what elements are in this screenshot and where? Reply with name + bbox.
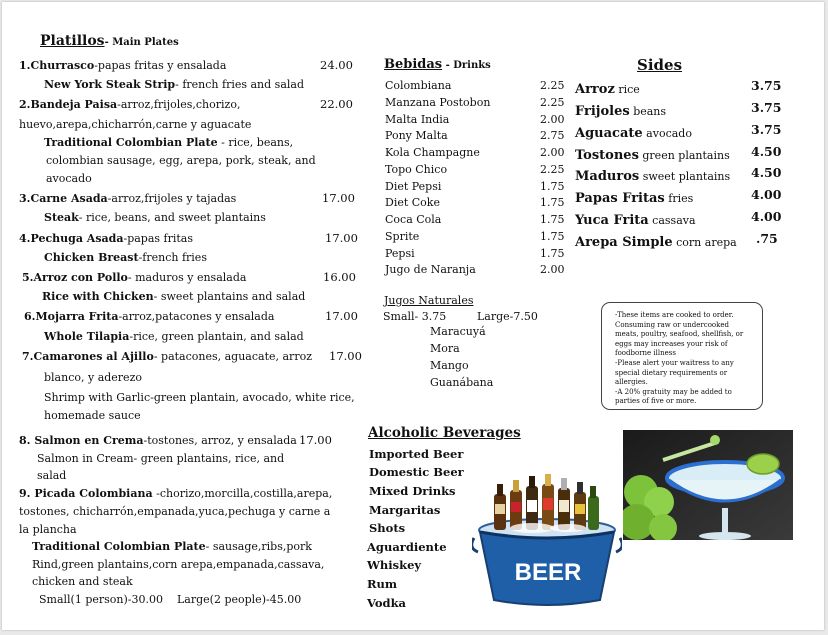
side-english: avocado <box>642 127 692 140</box>
drink-price: 2.75 <box>540 129 565 143</box>
item-english: New York Steak Strip- french fries and salad <box>44 78 305 91</box>
juice-small-price: Small- 3.75 <box>383 310 447 323</box>
alcohol-item: Mixed Drinks <box>369 484 456 498</box>
list-item: 1.Churrasco-papas fritas y ensalada <box>19 59 227 72</box>
side-price: 3.75 <box>751 100 782 115</box>
side-item <box>575 165 730 184</box>
side-english: corn arepa <box>672 236 737 249</box>
side-name: Yuca Frita <box>575 213 649 228</box>
juice-large-price: Large-7.50 <box>477 310 538 323</box>
side-name: Papas Fritas <box>575 191 665 206</box>
margarita-photo <box>623 430 793 540</box>
list-item: 7.Camarones al Ajillo- patacones, aguacate, arroz <box>22 350 312 363</box>
drink-name: Pepsi <box>385 246 415 260</box>
item-desc: la plancha <box>19 523 77 536</box>
item-english: salad <box>37 469 67 482</box>
item-english: Steak- rice, beans, and sweet plantains <box>44 211 266 224</box>
beer-bucket-image <box>472 472 622 607</box>
drink-price: 2.25 <box>540 79 565 92</box>
list-item: 3.Carne Asada-arroz,frijoles y tajadas <box>19 192 237 205</box>
item-desc: tostones, chicharrón,empanada,yuca,pechuga y carne a <box>19 505 331 518</box>
side-price: 3.75 <box>751 122 782 137</box>
side-name: Arepa Simple <box>575 235 673 250</box>
drink-price: 1.75 <box>540 246 565 260</box>
juice-flavor: Mango <box>430 359 469 372</box>
menu-page <box>2 2 824 630</box>
item-english: Shrimp with Garlic-green plantain, avocado, white rice, <box>44 391 355 404</box>
drink-name: Diet Pepsi <box>385 179 442 193</box>
list-item: 4.Pechuga Asada-papas fritas <box>19 232 194 245</box>
item-price: 17.00 <box>325 231 358 245</box>
side-name: Arroz <box>575 82 615 97</box>
drink-price: 2.00 <box>540 112 565 126</box>
side-price: 4.50 <box>751 144 782 159</box>
side-english: green plantains <box>638 149 730 162</box>
item-price: 22.00 <box>320 97 353 111</box>
list-item: 6.Mojarra Frita-arroz,patacones y ensalada <box>24 310 275 323</box>
drink-price: 2.25 <box>540 95 565 109</box>
list-item: 2.Bandeja Paisa-arroz,frijoles,chorizo, <box>19 98 241 111</box>
side-item <box>575 187 693 206</box>
main-plates-title: Platillos- Main Plates <box>40 33 179 49</box>
side-english: fries <box>664 192 694 205</box>
drink-name: Coca Cola <box>385 213 442 226</box>
item-english: Rice with Chicken- sweet plantains and salad <box>42 290 306 303</box>
side-item <box>575 100 666 119</box>
drink-name: Topo Chico <box>385 162 448 176</box>
juice-flavor: Guanábana <box>430 376 494 389</box>
side-item <box>575 78 640 97</box>
side-price: 3.75 <box>751 78 782 93</box>
juices-title: Jugos Naturales <box>384 294 474 307</box>
drink-price: 1.75 <box>540 229 565 243</box>
alcohol-item: Shots <box>369 521 406 535</box>
allergy-notice: -These items are cooked to order. Consuming raw or undercooked meats, poultry, seafood, shellfish, or eggs may increases your risk of foodborne illness -Please alert your waitress to any special dietary requirements or allergies. -A 20% gratuity may be added to parties of five or more. <box>601 302 763 410</box>
juice-flavor: Mora <box>430 342 460 355</box>
alcohol-title: Alcoholic Beverages <box>368 425 521 441</box>
item-english: Whole Tilapia-rice, green plantain, and salad <box>44 330 304 343</box>
item-price: 17.00 <box>325 309 358 323</box>
side-name: Aguacate <box>575 126 643 141</box>
alcohol-item: Margaritas <box>369 503 441 517</box>
side-name: Maduros <box>575 169 640 184</box>
juice-flavor: Maracuyá <box>430 325 486 338</box>
side-english: sweet plantains <box>639 170 731 183</box>
side-price: 4.00 <box>751 187 782 202</box>
item-english: Rind,green plantains,corn arepa,empanada,cassava, <box>32 558 325 571</box>
drink-price: 1.75 <box>540 196 565 210</box>
drink-name: Colombiana <box>385 79 452 92</box>
side-price: .75 <box>756 231 778 246</box>
item-english: homemade sauce <box>44 409 141 422</box>
side-item <box>575 209 696 228</box>
alcohol-item: Aguardiente <box>367 540 447 554</box>
bucket-label: BEER <box>514 559 582 586</box>
drink-name: Jugo de Naranja <box>385 263 476 277</box>
item-price: 17.00 <box>322 191 355 205</box>
drink-name: Manzana Postobon <box>385 95 491 109</box>
side-item <box>575 122 692 141</box>
drink-name: Diet Coke <box>385 196 440 210</box>
side-english: cassava <box>648 214 696 227</box>
list-item: 9. Picada Colombiana -chorizo,morcilla,costilla,arepa, <box>19 487 333 500</box>
item-english: colombian sausage, egg, arepa, pork, steak, and <box>46 154 316 167</box>
item-english: Salmon in Cream- green plantains, rice, and <box>37 452 285 465</box>
drink-name: Sprite <box>385 229 420 243</box>
item-price: 17.00 <box>299 433 332 447</box>
side-item <box>575 231 737 250</box>
sides-title: Sides <box>637 56 683 74</box>
item-english: avocado <box>46 172 92 185</box>
drink-price: 2.00 <box>540 146 565 159</box>
item-price: 24.00 <box>320 58 353 72</box>
item-english: Traditional Colombian Plate- sausage,ribs,pork <box>32 540 312 553</box>
list-item: 5.Arroz con Pollo- maduros y ensalada <box>22 271 247 284</box>
side-price: 4.00 <box>751 209 782 224</box>
drink-name: Pony Malta <box>385 129 448 143</box>
item-price: 17.00 <box>329 349 362 363</box>
side-item <box>575 144 730 163</box>
drink-price: 2.25 <box>540 162 565 176</box>
item-sizes: Small(1 person)-30.00 Large(2 people)-45.00 <box>39 593 302 606</box>
alcohol-item: Imported Beer <box>369 447 464 461</box>
item-english: Chicken Breast-french fries <box>44 251 207 264</box>
side-english: rice <box>614 83 640 96</box>
drinks-title: Bebidas - Drinks <box>384 57 491 72</box>
item-desc: blanco, y aderezo <box>44 371 142 384</box>
drink-price: 1.75 <box>540 179 565 193</box>
item-price: 16.00 <box>323 270 356 284</box>
item-english: chicken and steak <box>32 575 133 588</box>
side-price: 4.50 <box>751 165 782 180</box>
alcohol-item: Rum <box>367 577 398 591</box>
drink-name: Kola Champagne <box>385 146 480 159</box>
list-item: 8. Salmon en Crema-tostones, arroz, y ensalada <box>19 434 297 447</box>
item-english: Traditional Colombian Plate - rice, beans, <box>44 136 294 149</box>
alcohol-item: Domestic Beer <box>369 465 464 479</box>
drink-price: 1.75 <box>540 213 565 226</box>
side-name: Frijoles <box>575 104 630 119</box>
drink-name: Malta India <box>385 112 450 126</box>
alcohol-item: Vodka <box>367 596 406 610</box>
side-english: beans <box>629 105 667 118</box>
side-name: Tostones <box>575 148 639 163</box>
item-desc: huevo,arepa,chicharrón,carne y aguacate <box>19 118 252 131</box>
drink-price: 2.00 <box>540 263 565 277</box>
alcohol-item: Whiskey <box>367 558 422 572</box>
